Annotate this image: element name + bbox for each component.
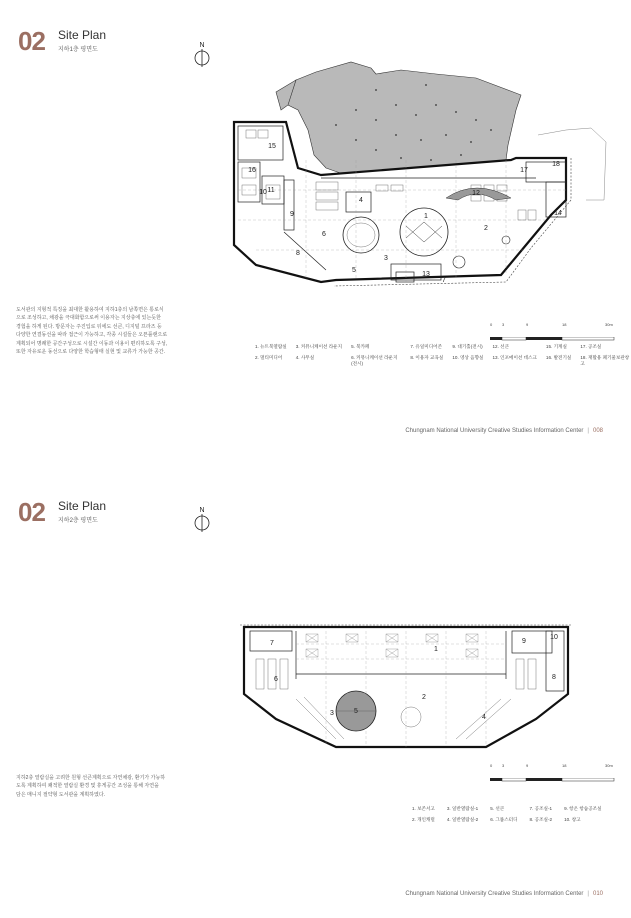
room-label: 10: [550, 634, 558, 641]
legend-item: 10. 창고: [564, 817, 581, 822]
legend-item: 17. 공조실: [580, 344, 602, 349]
page-title: Site Plan: [58, 28, 107, 42]
room-label: 4: [482, 714, 486, 721]
page-footer: Chungnam National University Creative Studies Information Center | 008: [405, 428, 603, 434]
room-label: 1: [424, 213, 428, 220]
legend-item: 3. 커뮤니케이션 라운지: [295, 344, 343, 349]
floor-plan-b2: [236, 619, 576, 759]
legend-item: 16. 발전기실: [545, 355, 572, 360]
page-title: Site Plan: [58, 499, 107, 513]
scale-bar-graphic: [490, 778, 615, 784]
room-label: 6: [322, 231, 326, 238]
room-label: 3: [384, 255, 388, 262]
legend-item: 4. 사무실: [295, 355, 315, 360]
legend-item: 8. 공조실-2: [529, 817, 553, 822]
legend-item: 18. 재활용 폐기물보관창고: [580, 355, 630, 366]
scale-label: 9: [526, 322, 529, 327]
north-arrow-icon: [190, 505, 214, 535]
page-footer: Chungnam National University Creative Studies Information Center | 010: [405, 891, 603, 897]
scale-label: 0: [490, 763, 493, 768]
legend-item: 2. 개인캐럴: [412, 817, 435, 822]
legend-item: 1. 보존서고: [412, 806, 435, 811]
page-subtitle: 지하1층 평면도: [58, 47, 98, 53]
description-text: 도서관의 지형적 특징을 최대한 활용하여 지하1층의 남쪽면은 통로식 으로 조성하고, 채광을 극대화함으로써 이용자는 지상층에 있는듯한 경험을 하게 된다. 방문자는 주진입로 뒤에도 선큰, 디지털 프라즈 등 다양한 연결동선을 따라 접근이 가능하고, 각종 시설들은 오픈플랜으로 계획되어 명쾌한 공간구성으로 시설간 이동과 이용이 편리하도록 구성, 또한 자유로운 동선으로 다양한 학습형태 실현 및 교류가 가능한 공간.: [16, 307, 168, 356]
room-label: 17: [520, 167, 528, 174]
north-label: N: [199, 507, 205, 514]
footer-text: Chungnam National University Creative Studies Information Center: [405, 891, 584, 897]
scale-label: 0: [490, 322, 493, 327]
legend-item: 6. 커뮤니케이션 라운지(전시): [351, 355, 398, 366]
scale-label: 3: [502, 322, 505, 327]
room-legend: [412, 806, 602, 823]
page-number: 010: [592, 891, 603, 897]
legend-item: 7. 공조실-1: [529, 806, 553, 811]
scale-label: 18: [562, 763, 567, 768]
legend-item: 9. 대기홀(전시): [452, 344, 483, 349]
section-number: 02: [18, 497, 45, 527]
description-text: 지하2층 열람실을 고려한 원형 선큰계획으로 자연채광, 환기가 가능하 도록 계획하여 쾌적한 열람실 환경 및 휴게공간 조성을 통해 자연을 담은 매니지 절약형 도서관을 계획하였다.: [16, 775, 166, 798]
room-label: 2: [484, 225, 488, 232]
legend-item: 5. 선큰: [490, 806, 505, 811]
legend-item: 10. 영상 음향실: [452, 355, 484, 360]
legend-item: 3. 일반열람실-1: [446, 806, 479, 811]
north-label: N: [199, 42, 205, 49]
room-label: 5: [354, 708, 358, 715]
scale-bar-graphic: [490, 337, 615, 343]
footer-text: Chungnam National University Creative Studies Information Center: [405, 428, 584, 434]
room-label: 7: [442, 277, 446, 284]
room-label: 14: [554, 210, 562, 217]
room-label: 4: [359, 197, 363, 204]
legend-item: 4. 일반열람실-2: [446, 817, 479, 822]
page-number: 008: [592, 428, 603, 434]
legend-item: 6. 그룹스터디: [490, 817, 518, 822]
legend-item: 8. 이용자 교육실: [410, 355, 444, 360]
legend-item: 9. 항온 항습공조실: [564, 806, 602, 811]
scale-label: 9: [526, 763, 529, 768]
room-label: 5: [352, 267, 356, 274]
room-label: 1: [434, 646, 438, 653]
legend-item: 2. 멀티미디어: [255, 355, 283, 360]
room-label: 8: [552, 674, 556, 681]
scale-label: 3: [502, 763, 505, 768]
legend-item: 1. 뉴트북열람실: [255, 344, 287, 349]
legend-item: 15. 기계실: [545, 344, 567, 349]
room-label: 9: [522, 638, 526, 645]
room-label: 11: [267, 187, 275, 194]
room-label: 16: [248, 167, 256, 174]
room-label: 6: [274, 676, 278, 683]
page-010: [0, 459, 631, 918]
legend-item: 12. 선큰: [492, 344, 510, 349]
room-label: 2: [422, 694, 426, 701]
floor-plan-b1: [226, 50, 616, 310]
room-label: 18: [552, 161, 560, 168]
page-subtitle: 지하2층 평면도: [58, 518, 98, 524]
scale-label: 18: [562, 322, 567, 327]
north-arrow-icon: [190, 40, 214, 70]
room-legend: [255, 344, 631, 367]
room-label: 13: [422, 271, 430, 278]
scale-label: 30m: [605, 763, 613, 768]
room-label: 12: [472, 190, 480, 197]
scale-label: 30m: [605, 322, 613, 327]
scale-bar: [490, 763, 615, 789]
room-label: 10: [259, 189, 267, 196]
section-number: 02: [18, 26, 45, 56]
room-label: 8: [296, 250, 300, 257]
legend-item: 13. 인포메이션 데스크: [492, 355, 537, 360]
room-label: 9: [290, 211, 294, 218]
legend-item: 5. 북카페: [351, 344, 370, 349]
legend-item: 7. 유일미디어존: [410, 344, 443, 349]
room-label: 3: [330, 710, 334, 717]
room-label: 7: [270, 640, 274, 647]
room-label: 15: [268, 143, 276, 150]
